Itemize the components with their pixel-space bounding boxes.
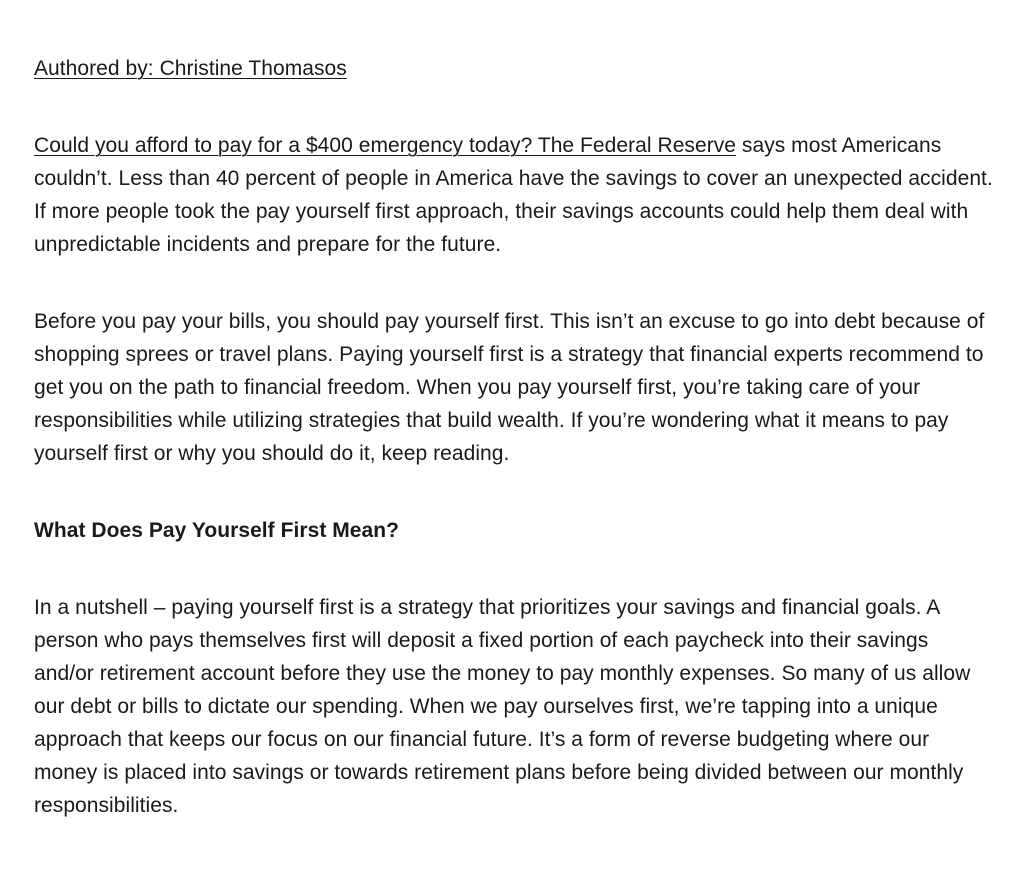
pay-yourself-first-paragraph: Before you pay your bills, you should pay yourself first. This isn’t an excuse to go into debt because of shopping sprees or travel plans. Paying yourself first is a strategy that financial experts recommend to get you on the path to financial freedom. When you pay yourself first, you’re taking care of your responsibilities while utilizing strategies that build wealth. If you’re wondering what it means to pay yourself first or why you should do it, keep reading. [34, 310, 985, 465]
section-heading: What Does Pay Yourself First Mean? [34, 519, 400, 542]
intro-paragraph [34, 129, 994, 261]
definition-paragraph: In a nutshell – paying yourself first is a strategy that prioritizes your savings and financial goals. A person who pays themselves first will deposit a fixed portion of each paycheck into their savings and/or retirement account before they use the money to pay monthly expenses. So many of us allow our debt or bills to dictate our spending. When we pay ourselves first, we’re tapping into a unique approach that keeps our focus on our financial future. It’s a form of reverse budgeting where our money is placed into savings or towards retirement plans before being divided between our monthly responsibilities. [34, 596, 971, 817]
author-line [34, 52, 994, 85]
author-link[interactable]: Authored by: Christine Thomasos [34, 57, 347, 80]
federal-reserve-link[interactable]: Could you afford to pay for a $400 emergency today? The Federal Reserve [34, 134, 737, 157]
intro-text: says most Americans couldn’t. Less than 40 percent of people in America have the savings to cover an unexpected accident. If more people took the pay yourself first approach, their savings accounts could help them deal with unpredictable incidents and prepare for the future. [34, 134, 993, 256]
article-body [34, 52, 994, 866]
